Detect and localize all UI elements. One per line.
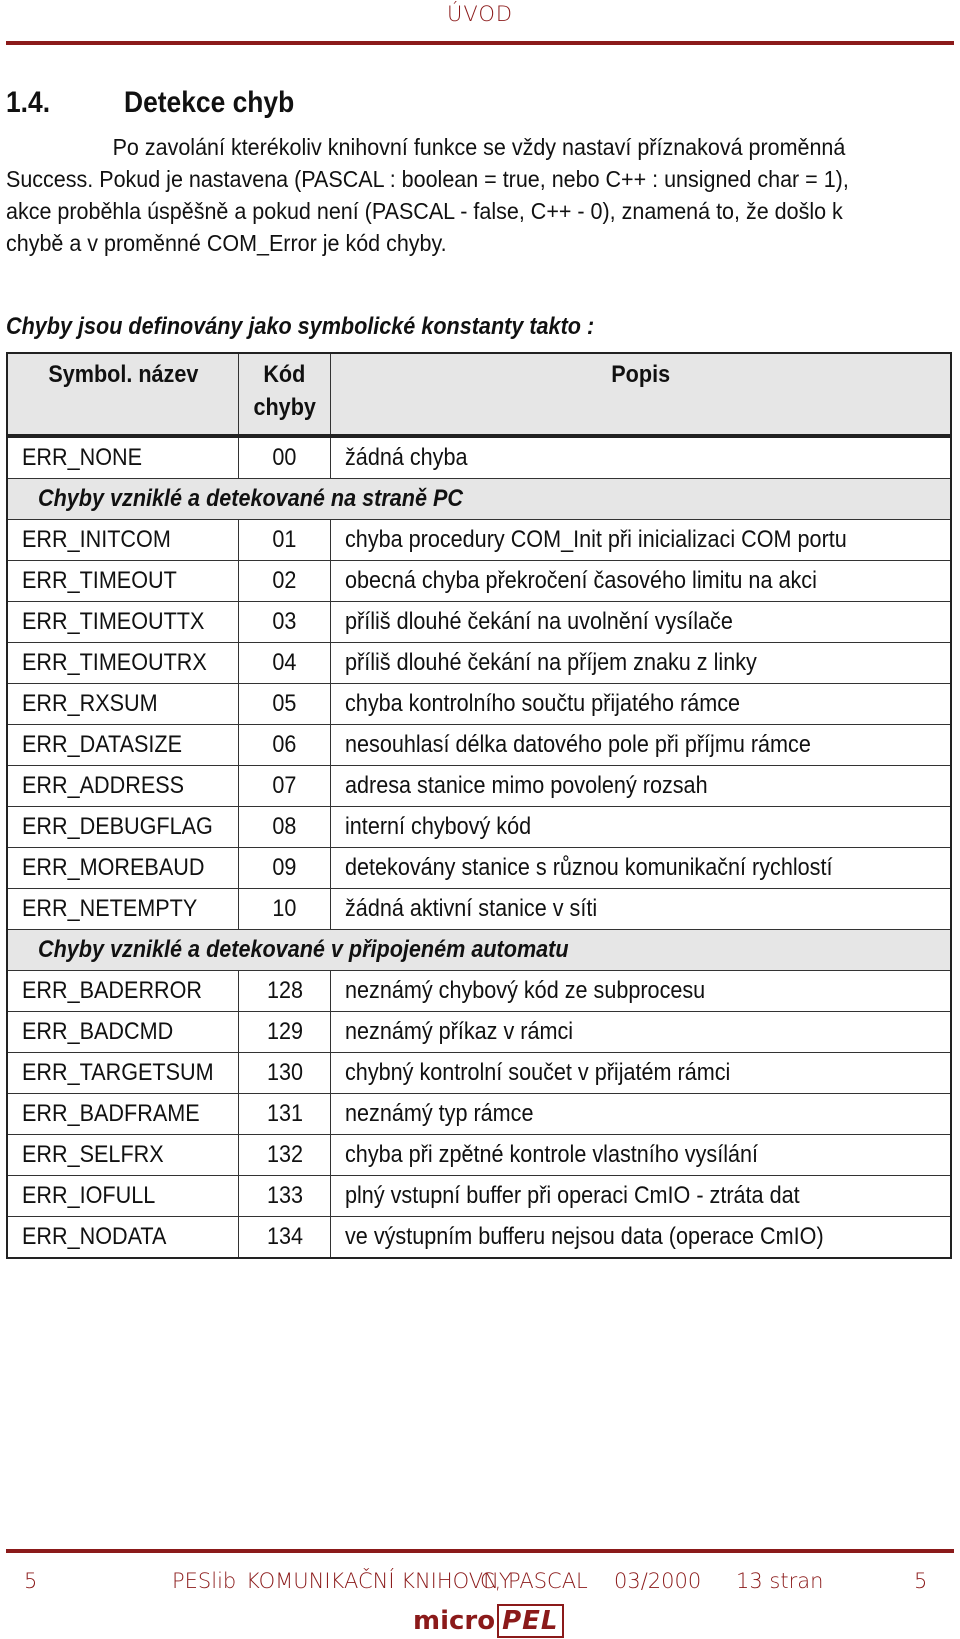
table-row — [7, 1217, 951, 1259]
group-row-automat — [7, 930, 951, 971]
footer-date: 03/2000 — [614, 1569, 702, 1593]
symbol-cell: ERR_ADDRESS — [7, 766, 239, 807]
description-cell: chyba při zpětné kontrole vlastního vysílání — [330, 1135, 951, 1176]
symbol-cell: ERR_TIMEOUTTX — [7, 602, 239, 643]
symbol-cell: ERR_IOFULL — [7, 1176, 239, 1217]
description-cell: neznámý chybový kód ze subprocesu — [330, 971, 951, 1012]
symbol-cell: ERR_BADERROR — [7, 971, 239, 1012]
table-row — [7, 1094, 951, 1135]
symbol-cell: ERR_TIMEOUTRX — [7, 643, 239, 684]
table-row — [7, 643, 951, 684]
table-row — [7, 1012, 951, 1053]
logo-micro: micro — [413, 1606, 496, 1636]
description-cell: příliš dlouhé čekání na uvolnění vysílače — [330, 602, 951, 643]
table-row — [7, 807, 951, 848]
footer-pages: 13 stran — [736, 1569, 824, 1593]
section-number: 1.4. — [6, 86, 51, 119]
column-header-code: Kód chyby — [239, 353, 330, 436]
description-cell: chyba kontrolního součtu přijatého rámce — [330, 684, 951, 725]
code-cell: 03 — [239, 602, 330, 643]
table-row — [7, 848, 951, 889]
code-cell: 133 — [239, 1176, 330, 1217]
code-cell: 00 — [239, 436, 330, 479]
symbol-cell: ERR_NONE — [7, 436, 239, 479]
symbol-cell: ERR_BADFRAME — [7, 1094, 239, 1135]
code-cell: 04 — [239, 643, 330, 684]
symbol-cell: ERR_MOREBAUD — [7, 848, 239, 889]
table-row — [7, 971, 951, 1012]
code-cell: 08 — [239, 807, 330, 848]
code-cell: 134 — [239, 1217, 330, 1259]
table-row — [7, 1053, 951, 1094]
section-title: Detekce chyb — [124, 86, 295, 119]
table-row — [7, 766, 951, 807]
symbol-cell: ERR_NODATA — [7, 1217, 239, 1259]
paragraph-line: chybě a v proměnné COM_Error je kód chyby. — [6, 230, 447, 256]
table-row — [7, 436, 951, 479]
description-cell: žádná chyba — [330, 436, 951, 479]
table-header-row — [7, 353, 951, 436]
description-cell: neznámý typ rámce — [330, 1094, 951, 1135]
symbol-cell: ERR_BADCMD — [7, 1012, 239, 1053]
footer-rule — [6, 1549, 954, 1553]
intro-paragraph — [6, 131, 956, 259]
code-cell: 09 — [239, 848, 330, 889]
error-codes-table — [6, 352, 952, 1259]
footer-languages: C, PASCAL — [480, 1569, 588, 1593]
description-cell: plný vstupní buffer při operaci CmIO - ztráta dat — [330, 1176, 951, 1217]
description-cell: žádná aktivní stanice v síti — [330, 889, 951, 930]
group-label: Chyby vzniklé a detekované na straně PC — [7, 479, 951, 520]
code-cell: 07 — [239, 766, 330, 807]
symbol-cell: ERR_INITCOM — [7, 520, 239, 561]
code-cell: 05 — [239, 684, 330, 725]
code-cell: 129 — [239, 1012, 330, 1053]
column-header-description: Popis — [330, 353, 951, 436]
table-row — [7, 725, 951, 766]
paragraph-line: Success. Pokud je nastavena (PASCAL : boolean = true, nebo C++ : unsigned char = 1), — [6, 166, 849, 192]
symbol-cell: ERR_DEBUGFLAG — [7, 807, 239, 848]
micropel-logo — [413, 1604, 564, 1638]
symbol-cell: ERR_DATASIZE — [7, 725, 239, 766]
logo-pel: PEL — [497, 1604, 563, 1638]
symbol-cell: ERR_SELFRX — [7, 1135, 239, 1176]
column-header-symbol: Symbol. název — [7, 353, 239, 436]
symbol-cell: ERR_RXSUM — [7, 684, 239, 725]
code-cell: 10 — [239, 889, 330, 930]
table-row — [7, 1135, 951, 1176]
group-row-pc — [7, 479, 951, 520]
table-row — [7, 561, 951, 602]
table-row — [7, 520, 951, 561]
code-cell: 130 — [239, 1053, 330, 1094]
description-cell: obecná chyba překročení časového limitu na akci — [330, 561, 951, 602]
code-cell: 01 — [239, 520, 330, 561]
paragraph-line: Po zavolání kterékoliv knihovní funkce se vždy nastaví příznaková proměnná — [112, 134, 846, 160]
running-header: ÚVOD — [446, 2, 514, 26]
code-cell: 132 — [239, 1135, 330, 1176]
paragraph-line: akce proběhla úspěšně a pokud není (PASCAL - false, C++ - 0), znamená to, že došlo k — [6, 198, 843, 224]
code-cell: 131 — [239, 1094, 330, 1135]
header-rule — [6, 41, 954, 45]
description-cell: adresa stanice mimo povolený rozsah — [330, 766, 951, 807]
description-cell: chybný kontrolní součet v přijatém rámci — [330, 1053, 951, 1094]
symbol-cell: ERR_TARGETSUM — [7, 1053, 239, 1094]
symbol-cell: ERR_TIMEOUT — [7, 561, 239, 602]
description-cell: neznámý příkaz v rámci — [330, 1012, 951, 1053]
table-row — [7, 684, 951, 725]
footer-product: PESlib — [172, 1569, 237, 1593]
table-row — [7, 889, 951, 930]
footer-library: KOMUNIKAČNÍ KNIHOVNY — [246, 1569, 512, 1593]
description-cell: detekovány stanice s různou komunikační rychlostí — [330, 848, 951, 889]
table-caption: Chyby jsou definovány jako symbolické konstanty takto : — [6, 313, 595, 340]
description-cell: nesouhlasí délka datového pole při příjmu rámce — [330, 725, 951, 766]
code-cell: 128 — [239, 971, 330, 1012]
table-row — [7, 1176, 951, 1217]
group-label: Chyby vzniklé a detekované v připojeném automatu — [7, 930, 951, 971]
description-cell: ve výstupním bufferu nejsou data (operace CmIO) — [330, 1217, 951, 1259]
code-cell: 02 — [239, 561, 330, 602]
description-cell: chyba procedury COM_Init při inicializaci COM portu — [330, 520, 951, 561]
page-number-left: 5 — [24, 1569, 38, 1593]
page-number-right: 5 — [914, 1569, 928, 1593]
page-footer — [0, 1569, 960, 1599]
description-cell: příliš dlouhé čekání na příjem znaku z linky — [330, 643, 951, 684]
description-cell: interní chybový kód — [330, 807, 951, 848]
code-cell: 06 — [239, 725, 330, 766]
symbol-cell: ERR_NETEMPTY — [7, 889, 239, 930]
table-row — [7, 602, 951, 643]
